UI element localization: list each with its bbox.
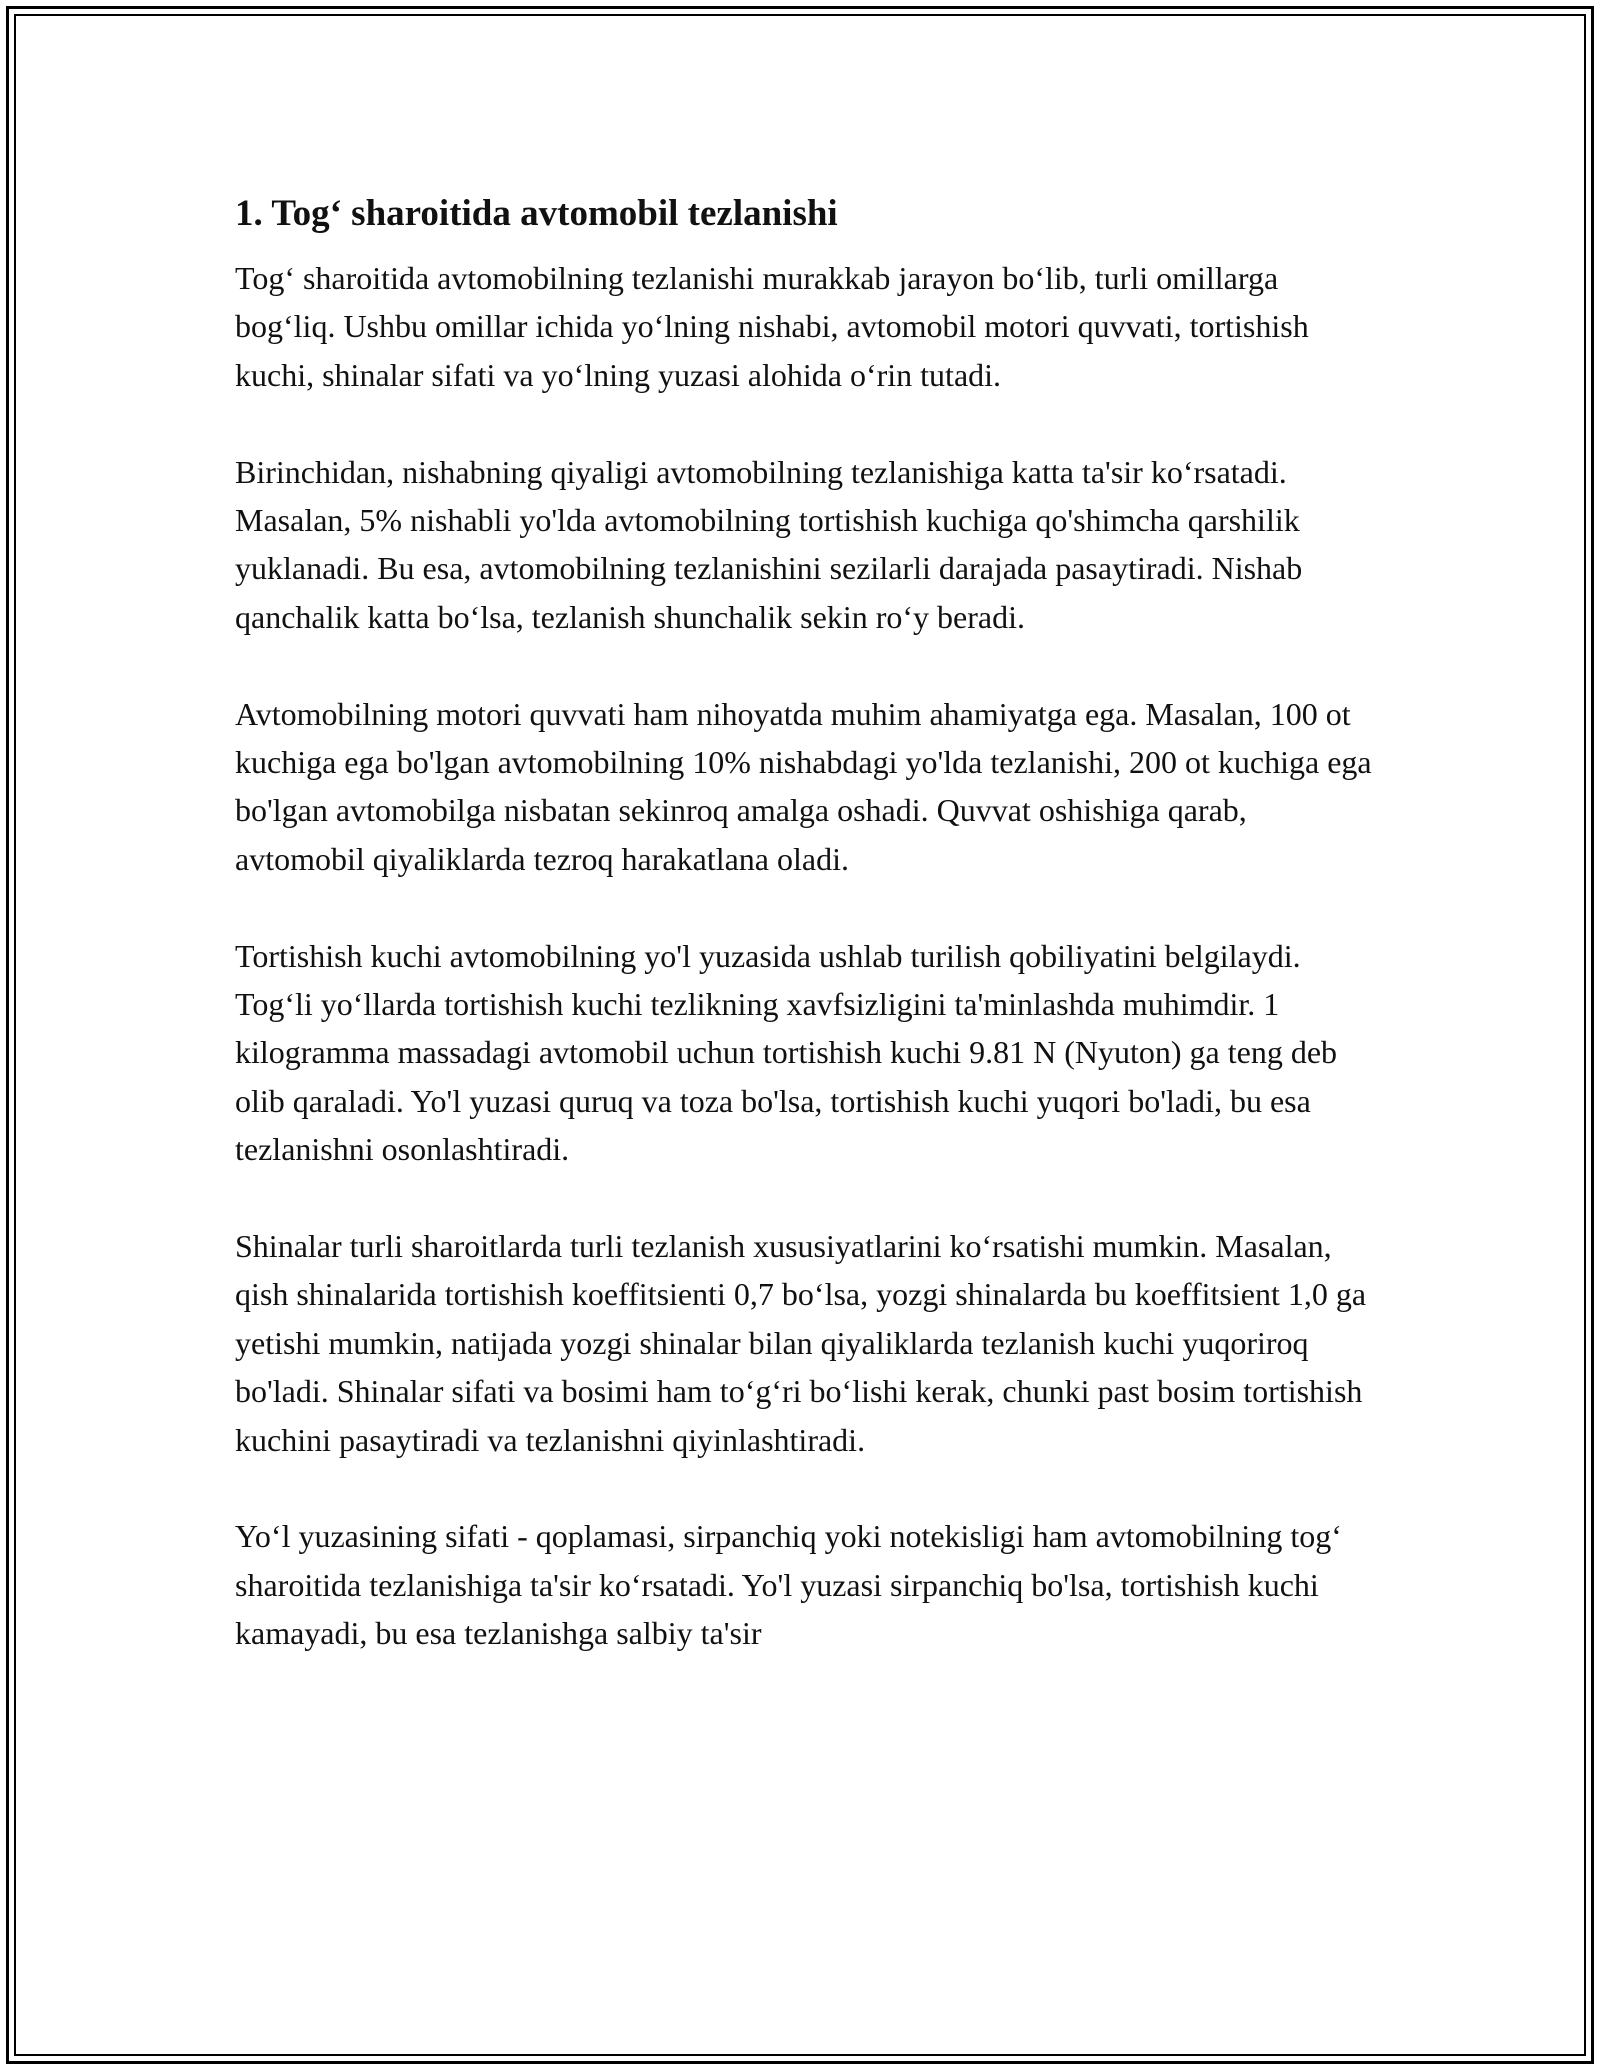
paragraph-road-surface: Yo‘l yuzasining sifati - qoplamasi, sirpanchiq yoki notekisligi ham avtomobilning tog‘ sharoitida tezlanishiga ta'sir ko‘rsatadi. Yo'l yuzasi sirpanchiq bo'lsa, tortishish kuchi kamayadi, bu esa tezlanishga salbiy ta'sir: [235, 1518, 1342, 1652]
paragraph-slope: Birinchidan, nishabning qiyaligi avtomobilning tezlanishiga katta ta'sir ko‘rsatadi. Masalan, 5% nishabli yo'lda avtomobilning tortishish kuchiga qo'shimcha qarshilik yuklanadi. Bu esa, avtomobilning tezlanishini sezilarli darajada pasaytiradi. Nishab qanchalik katta bo‘lsa, tezlanish shunchalik sekin ro‘y beradi.: [235, 453, 1303, 635]
paragraph-tires: Shinalar turli sharoitlarda turli tezlanish xususiyatlarini ko‘rsatishi mumkin. Masalan, qish shinalarida tortishish koeffitsienti 0,7 bo‘lsa, yozgi shinalarda bu koeffitsient 1,0 ga yetishi mumkin, natijada yozgi shinalar bilan qiyaliklarda tezlanish kuchi yuqoriroq bo'ladi. Shinalar sifati va bosimi ham to‘g‘ri bo‘lishi kerak, chunki past bosim tortishish kuchini pasaytiradi va tezlanishni qiyinlashtiradi.: [235, 1228, 1367, 1458]
paragraph-intro: Tog‘ sharoitida avtomobilning tezlanishi murakkab jarayon bo‘lib, turli omillarga bog‘liq. Ushbu omillar ichida yo‘lning nishabi, avtomobil motori quvvati, tortishish kuchi, shinalar sifati va yo‘lning yuzasi alohida o‘rin tutadi.: [235, 260, 1309, 393]
paragraph-engine-power: Avtomobilning motori quvvati ham nihoyatda muhim ahamiyatga ega. Masalan, 100 ot kuchiga ega bo'lgan avtomobilning 10% nishabdagi yo'lda tezlanishi, 200 ot kuchiga ega bo'lgan avtomobilga nisbatan sekinroq amalga oshadi. Quvvat oshishiga qarab, avtomobil qiyaliklarda tezroq harakatlana oladi.: [235, 695, 1372, 877]
paragraph-traction: Tortishish kuchi avtomobilning yo'l yuzasida ushlab turilish qobiliyatini belgilaydi. Tog‘li yo‘llarda tortishish kuchi tezlikning xavfsizligini ta'minlashda muhimdir. 1 kilogramma massadagi avtomobil uchun tortishish kuchi 9.81 N (Nyuton) ga teng deb olib qaraladi. Yo'l yuzasi quruq va toza bo'lsa, tortishish kuchi yuqori bo'ladi, bu esa tezlanishni osonlashtiradi.: [235, 937, 1338, 1168]
section-heading: 1. Tog‘ sharoitida avtomobil tezlanishi: [235, 193, 838, 234]
document-body: [235, 186, 1375, 1706]
